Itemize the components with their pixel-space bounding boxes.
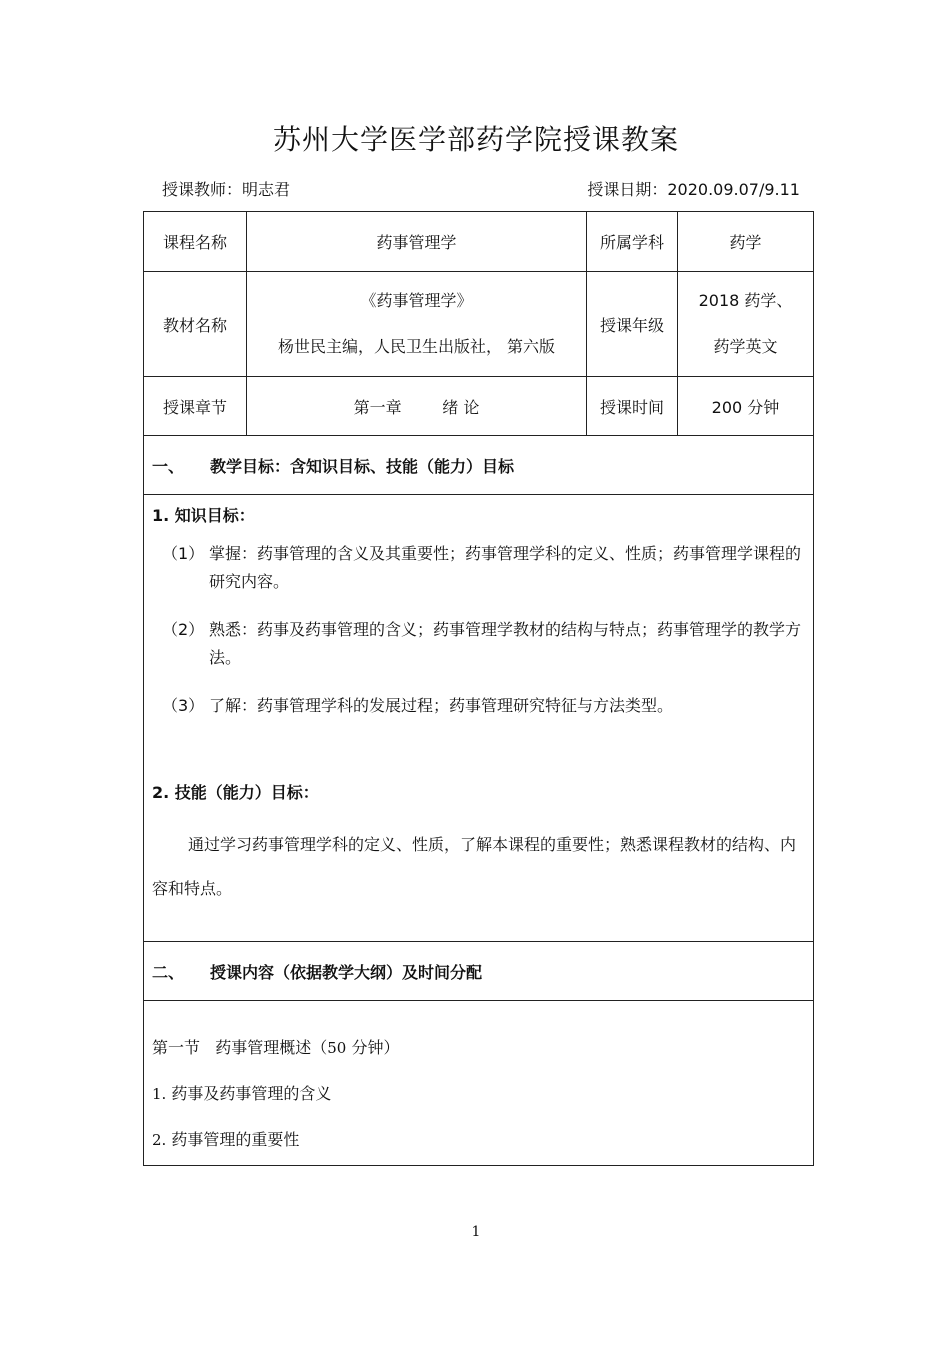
objective-item	[152, 692, 805, 720]
content-line-number: 2.	[152, 1131, 167, 1149]
page-number: 1	[471, 1224, 481, 1240]
textbook-publisher: 杨世民主编，人民卫生出版社， 第六版	[277, 337, 556, 356]
section-1-header	[144, 436, 814, 495]
chapter-value: 第一章 绪 论	[247, 377, 587, 436]
content-line-text: 药事管理的重要性	[166, 1130, 300, 1149]
section-1-header-row	[144, 436, 814, 495]
grade-cell	[678, 272, 814, 377]
content-row	[144, 1001, 814, 1166]
knowledge-heading: 1. 知识目标：	[152, 506, 255, 525]
section-2-header	[144, 942, 814, 1001]
objectives-cell	[144, 495, 814, 942]
content-line-text: 第一节 药事管理概述（	[152, 1038, 328, 1057]
textbook-title: 《药事管理学》	[360, 291, 473, 310]
section-2-number: 二、	[152, 962, 185, 982]
textbook-label: 教材名称	[144, 272, 247, 377]
objective-text: 熟悉：药事及药事管理的含义；药事管理学教材的结构与特点；药事管理学的教学方法。	[209, 620, 802, 667]
content-line-number: 1.	[152, 1085, 167, 1103]
section-1-number: 一、	[152, 456, 185, 476]
content-line	[152, 1037, 805, 1059]
grade-line-2: 药学英文	[713, 337, 778, 356]
section-2-header-row	[144, 942, 814, 1001]
objective-text: 了解：药事管理学科的发展过程；药事管理研究特征与方法类型。	[209, 696, 674, 715]
content-line-text: 分钟）	[346, 1038, 400, 1057]
date-label: 授课日期：2020.09.07/9.11	[587, 180, 800, 199]
duration-value: 200 分钟	[678, 377, 814, 436]
content-line	[152, 1129, 805, 1151]
textbook-cell	[247, 272, 587, 377]
page-title: 苏州大学医学部药学院授课教案	[272, 123, 679, 156]
course-value: 药事管理学	[247, 212, 587, 272]
discipline-label: 所属学科	[587, 212, 678, 272]
chapter-label: 授课章节	[144, 377, 247, 436]
teacher-label: 授课教师：明志君	[162, 180, 291, 199]
skill-paragraph: 通过学习药事管理学科的定义、性质，了解本课程的重要性；熟悉课程教材的结构、内容和特点。	[152, 835, 797, 898]
objective-number: （3）	[162, 696, 205, 715]
section-2-heading: 授课内容（依据教学大纲）及时间分配	[210, 962, 483, 982]
discipline-value: 药学	[678, 212, 814, 272]
duration-label: 授课时间	[587, 377, 678, 436]
textbook-row	[144, 272, 814, 377]
content-cell	[144, 1001, 814, 1166]
objectives-row	[144, 495, 814, 942]
grade-line-1: 2018 药学、	[698, 291, 793, 310]
lesson-plan-table	[143, 211, 814, 1166]
content-line	[152, 1083, 805, 1105]
section-1-heading: 教学目标：含知识目标、技能（能力）目标	[210, 456, 515, 476]
objective-item	[152, 540, 805, 596]
content-line-number: 50	[327, 1039, 347, 1057]
objective-number: （1）	[162, 544, 205, 563]
objective-item	[152, 616, 805, 672]
objective-number: （2）	[162, 620, 205, 639]
skill-heading: 2. 技能（能力）目标：	[152, 783, 319, 802]
course-label: 课程名称	[144, 212, 247, 272]
course-row	[144, 212, 814, 272]
content-line-text: 药事及药事管理的含义	[166, 1084, 332, 1103]
objective-text: 掌握：药事管理的含义及其重要性；药事管理学科的定义、性质；药事管理学课程的研究内容。	[209, 544, 802, 591]
chapter-row	[144, 377, 814, 436]
grade-label: 授课年级	[587, 272, 678, 377]
